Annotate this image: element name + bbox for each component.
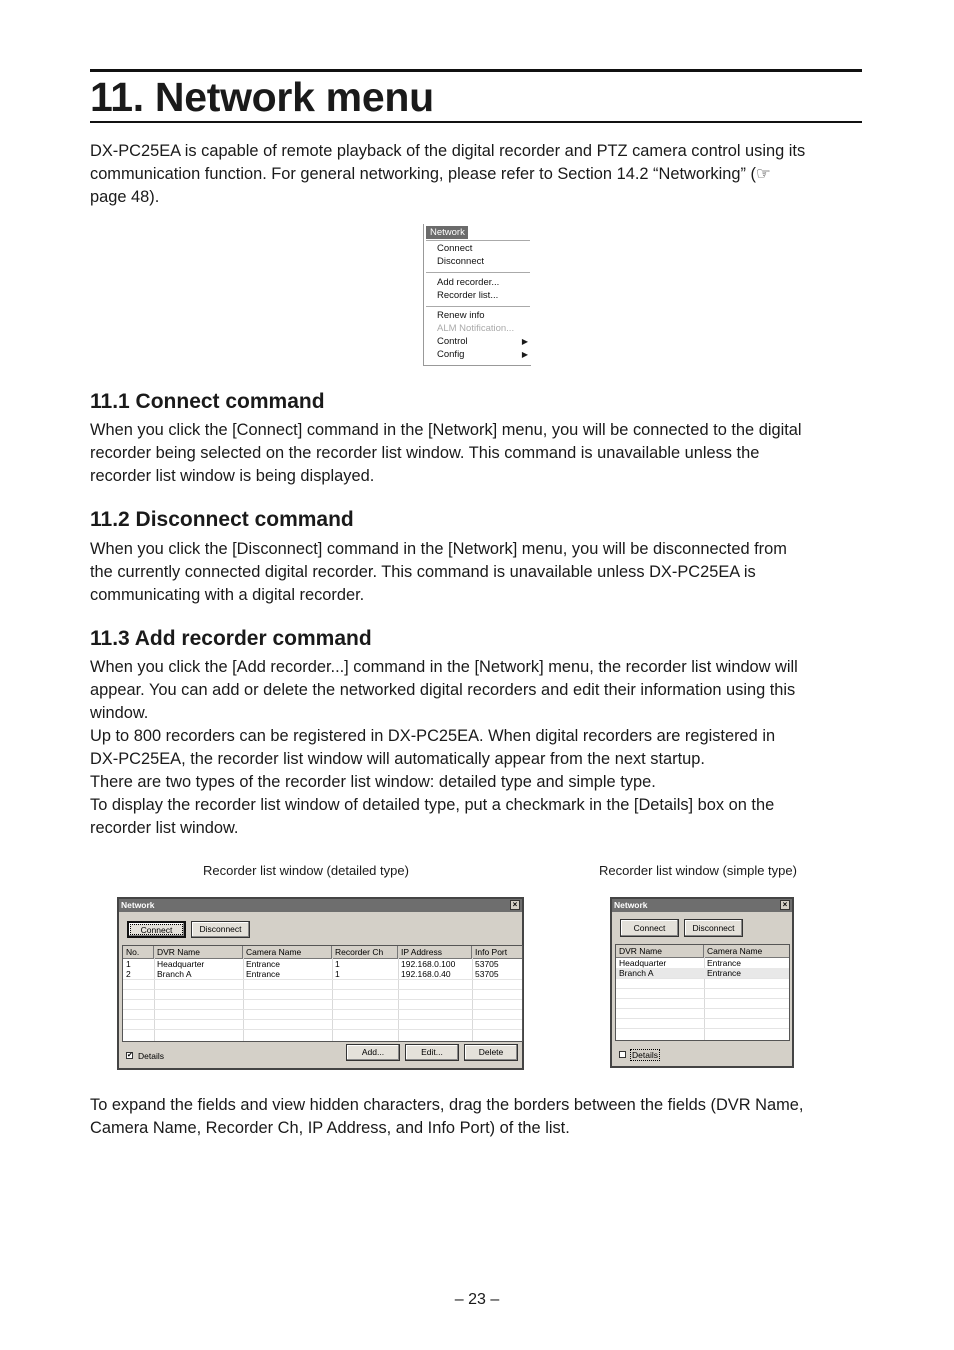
grid-line xyxy=(123,979,522,980)
cell: 1 xyxy=(126,959,131,969)
body-line: window. xyxy=(90,704,149,722)
intro-line: DX-PC25EA is capable of remote playback of the digital recorder and PTZ camera control using its xyxy=(90,142,806,160)
cell: 192.168.0.40 xyxy=(401,969,451,979)
table-row[interactable] xyxy=(123,969,522,979)
body-line: There are two types of the recorder list window: detailed type and simple type. xyxy=(90,773,656,791)
menu-title[interactable]: Network xyxy=(426,226,468,239)
column-header-camera-name[interactable]: Camera Name xyxy=(704,945,790,957)
body-line: When you click the [Connect] command in the [Network] menu, you will be connected to the digital xyxy=(90,421,802,439)
column-header-recorder-ch[interactable]: Recorder Ch xyxy=(332,946,398,958)
grid-line xyxy=(616,1028,789,1029)
network-menu xyxy=(423,224,531,366)
delete-button[interactable]: Delete xyxy=(464,1044,518,1061)
disconnect-button[interactable]: Disconnect xyxy=(684,919,743,937)
table-row[interactable] xyxy=(123,959,522,969)
add-button[interactable]: Add... xyxy=(346,1044,400,1061)
edit-button[interactable]: Edit... xyxy=(405,1044,459,1061)
section-heading-connect: 11.1 Connect command xyxy=(90,390,325,413)
close-icon[interactable]: × xyxy=(780,900,790,910)
body-line: recorder being selected on the recorder list window. This command is unavailable unless the xyxy=(90,444,760,462)
grid-line xyxy=(123,999,522,1000)
column-header-dvr-name[interactable]: DVR Name xyxy=(616,945,704,957)
column-header-info-port[interactable]: Info Port xyxy=(472,946,523,958)
body-line: When you click the [Add recorder...] command in the [Network] menu, the recorder list window will xyxy=(90,658,798,676)
grid-line xyxy=(123,1029,522,1030)
cell: Entrance xyxy=(246,959,281,969)
submenu-arrow-icon: ▶ xyxy=(521,337,528,346)
grid-line xyxy=(616,1018,789,1019)
grid-line xyxy=(123,1019,522,1020)
body-line: the currently connected digital recorder. This command is unavailable unless DX-PC25EA is xyxy=(90,563,756,581)
caption-simple: Recorder list window (simple type) xyxy=(599,863,797,878)
column-header-ip-address[interactable]: IP Address xyxy=(398,946,472,958)
list-header xyxy=(616,945,789,958)
cell: Headquarter xyxy=(157,959,205,969)
grid-line xyxy=(616,988,789,989)
table-row[interactable] xyxy=(616,968,789,978)
cell: 1 xyxy=(335,969,340,979)
column-header-no[interactable]: No. xyxy=(123,946,154,958)
close-icon[interactable]: × xyxy=(510,900,520,910)
cell: 2 xyxy=(126,969,131,979)
section-body-add-recorder xyxy=(90,656,865,840)
body-line: Camera Name, Recorder Ch, IP Address, and Info Port) of the list. xyxy=(90,1119,570,1137)
details-label: Details xyxy=(632,1050,658,1060)
body-line: recorder list window is being displayed. xyxy=(90,467,375,485)
intro-line: page 48). xyxy=(90,188,160,206)
recorder-list-window-detailed xyxy=(117,897,524,1070)
table-row[interactable] xyxy=(616,958,789,968)
column-header-dvr-name[interactable]: DVR Name xyxy=(154,946,243,958)
cell: 53705 xyxy=(475,969,499,979)
menu-item-recorder-list[interactable]: Recorder list... xyxy=(437,290,499,301)
body-line: When you click the [Disconnect] command in the [Network] menu, you will be disconnected from xyxy=(90,540,787,558)
cell: Headquarter xyxy=(619,958,667,968)
cell: Branch A xyxy=(157,969,192,979)
list-header xyxy=(123,946,522,959)
caption-detailed: Recorder list window (detailed type) xyxy=(203,863,409,878)
connect-button[interactable]: Connect xyxy=(127,921,186,938)
menu-item-disconnect[interactable]: Disconnect xyxy=(437,256,484,267)
page-number: – 23 – xyxy=(454,1291,500,1308)
window-title: Network xyxy=(119,899,522,912)
recorder-list[interactable] xyxy=(615,944,790,1041)
body-line: To display the recorder list window of detailed type, put a checkmark in the [Details] box on the xyxy=(90,796,775,814)
body-line: DX-PC25EA, the recorder list window will automatically appear from the next startup. xyxy=(90,750,705,768)
grid-line xyxy=(123,1009,522,1010)
intro-line: communication function. For general networking, please refer to Section 14.2 “Networking” (☞ xyxy=(90,165,771,183)
menu-item-alm-notification: ALM Notification... xyxy=(437,323,515,334)
menu-item-renew-info[interactable]: Renew info xyxy=(437,310,485,321)
grid-line xyxy=(616,1008,789,1009)
cell: Entrance xyxy=(246,969,281,979)
submenu-arrow-icon: ▶ xyxy=(521,350,528,359)
intro-paragraph xyxy=(90,140,865,209)
recorder-list[interactable] xyxy=(122,945,523,1042)
details-label: Details xyxy=(138,1051,164,1061)
grid-line xyxy=(616,998,789,999)
recorder-list-window-simple xyxy=(610,897,794,1068)
title-bottom-rule xyxy=(90,121,862,123)
menu-divider xyxy=(426,306,530,307)
menu-item-connect[interactable]: Connect xyxy=(437,243,473,254)
body-line: appear. You can add or delete the networked digital recorders and edit their information using this xyxy=(90,681,796,699)
body-line: recorder list window. xyxy=(90,819,239,837)
menu-divider xyxy=(426,272,530,273)
window-title: Network xyxy=(612,899,792,912)
connect-button[interactable]: Connect xyxy=(620,919,679,937)
closing-paragraph xyxy=(90,1094,865,1140)
section-heading-add-recorder: 11.3 Add recorder command xyxy=(90,627,372,650)
column-header-camera-name[interactable]: Camera Name xyxy=(243,946,332,958)
menu-divider xyxy=(426,240,530,241)
disconnect-button[interactable]: Disconnect xyxy=(191,921,250,938)
grid-line xyxy=(616,978,789,979)
details-checkbox[interactable] xyxy=(619,1051,626,1058)
menu-item-add-recorder[interactable]: Add recorder... xyxy=(437,277,500,288)
cell: Branch A xyxy=(619,968,654,978)
section-body-disconnect xyxy=(90,538,865,607)
page-title: 11. Network menu xyxy=(90,74,434,120)
section-heading-disconnect: 11.2 Disconnect command xyxy=(90,508,354,531)
cell: 192.168.0.100 xyxy=(401,959,456,969)
details-checkbox[interactable]: ✔ xyxy=(127,1052,133,1059)
grid-line xyxy=(123,989,522,990)
cell: 1 xyxy=(335,959,340,969)
menu-item-control[interactable]: Control xyxy=(437,336,468,347)
cell: Entrance xyxy=(707,968,742,978)
body-line: To expand the fields and view hidden characters, drag the borders between the fields (DVR Name, xyxy=(90,1096,804,1114)
body-line: Up to 800 recorders can be registered in DX-PC25EA. When digital recorders are registered in xyxy=(90,727,776,745)
body-line: communicating with a digital recorder. xyxy=(90,586,365,604)
cell: Entrance xyxy=(707,958,742,968)
section-body-connect xyxy=(90,419,865,488)
menu-item-config[interactable]: Config xyxy=(437,349,465,360)
cell: 53705 xyxy=(475,959,499,969)
